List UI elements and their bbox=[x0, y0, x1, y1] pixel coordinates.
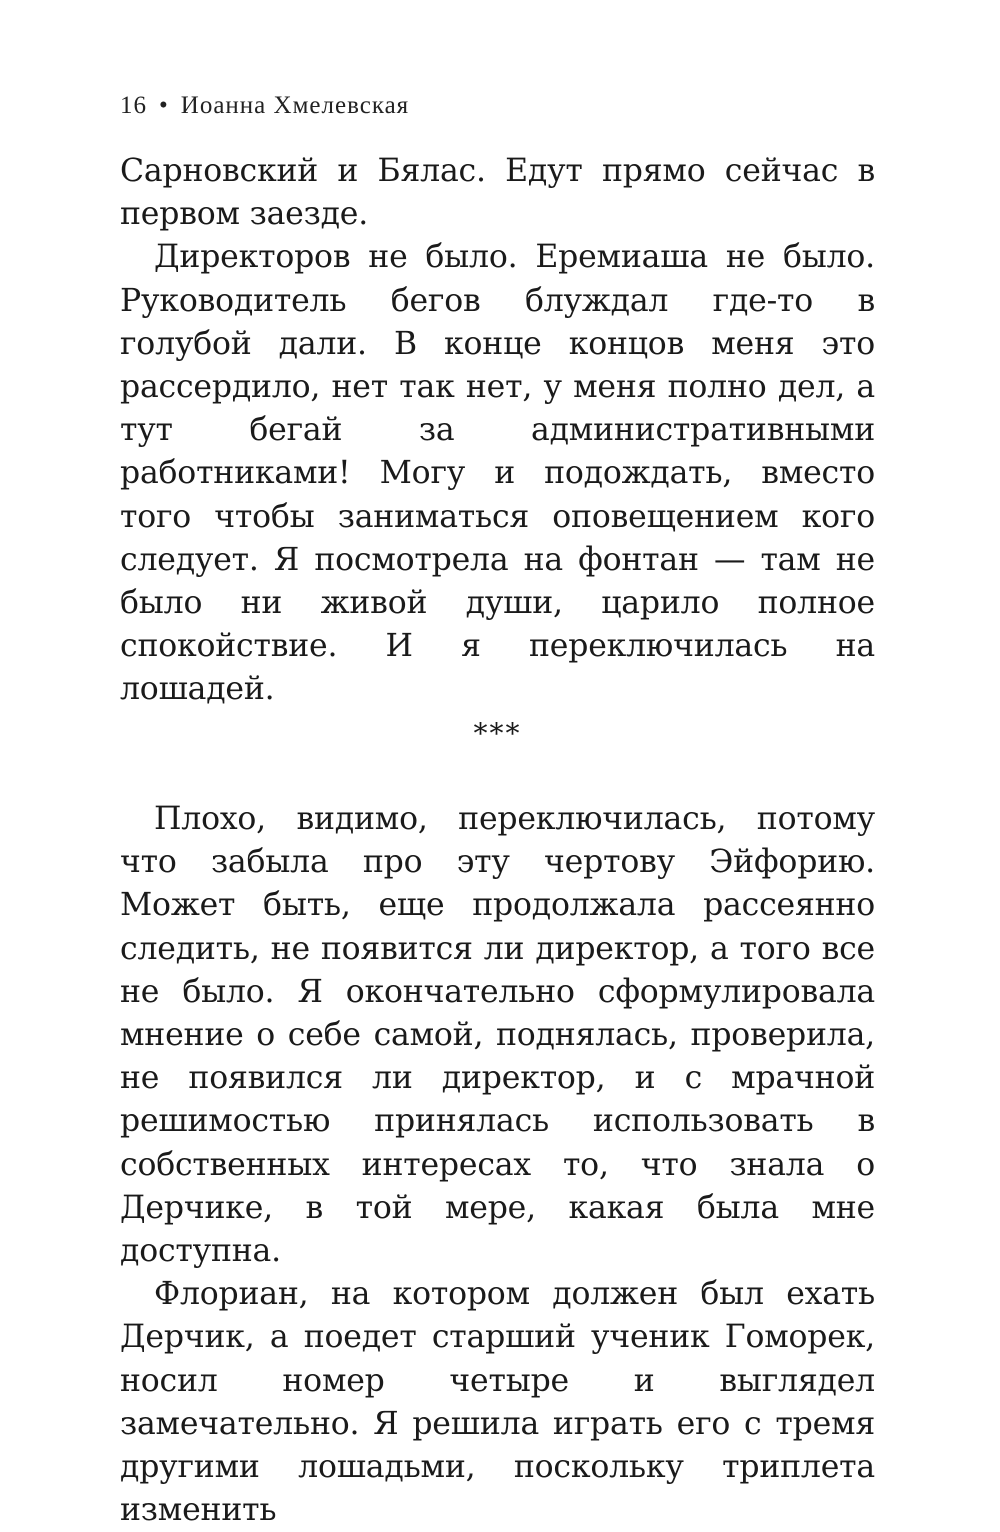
paragraph-continuation: Сарновский и Бялас. Едут прямо сейчас в первом заезде. bbox=[120, 153, 875, 233]
page-body bbox=[120, 150, 875, 1532]
page-number: 16 bbox=[120, 92, 147, 119]
running-header bbox=[120, 92, 409, 120]
paragraph: Флориан, на котором должен был ехать Дерчик, а поедет старший ученик Гоморек, носил номер четыре и выглядел замечательно. Я решила играть его с тремя другими лошадьми, поскольку триплета изменить bbox=[120, 1276, 875, 1529]
header-separator: • bbox=[159, 92, 169, 119]
author-name: Иоанна Хмелевская bbox=[180, 92, 410, 119]
paragraph: Плохо, видимо, переключилась, потому что забыла про эту чертову Эйфорию. Может быть, еще продолжала рассеянно следить, не появится ли директор, а того все не было. Я окончательно сформулировала мнение о себе самой, поднялась, проверила, не появился ли директор, и с мрачной решимостью принялась использовать в собственных интересах то, что знала о Дерчике, в той мере, какая была мне доступна. bbox=[120, 801, 875, 1270]
section-gap bbox=[120, 755, 875, 798]
section-break: *** bbox=[473, 716, 522, 750]
paragraph: Директоров не было. Еремиаша не было. Руководитель бегов блуждал где-то в голубой дали. В конце концов меня это рассердило, нет так нет, у меня полно дел, а тут бегай за административными работниками! Могу и подождать, вместо того чтобы заниматься оповещением кого следует. Я посмотрела на фонтан — там не было ни живой души, царило полное спокойствие. И я переключилась на лошадей. bbox=[120, 239, 875, 708]
